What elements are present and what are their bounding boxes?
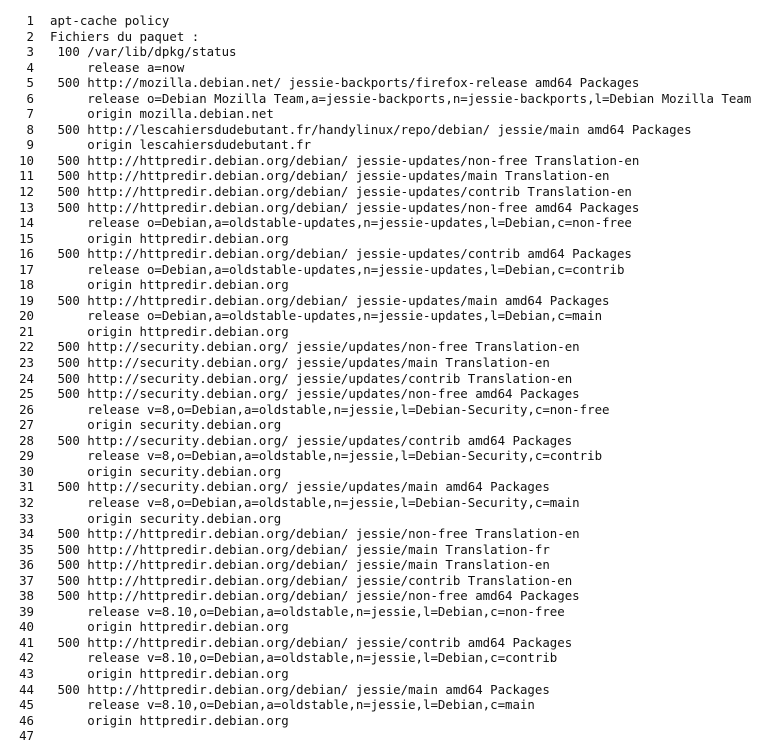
line-number: 4 xyxy=(26,59,34,75)
line-number: 38 xyxy=(19,588,34,604)
code-line[interactable] xyxy=(0,231,659,247)
line-text[interactable]: release o=Debian,a=oldstable-updates,n=jessie-updates,l=Debian,c=non-free xyxy=(50,215,632,231)
line-text[interactable]: 500 http://security.debian.org/ jessie/updates/contrib Translation-en xyxy=(50,370,573,386)
line-text[interactable]: release v=8,o=Debian,a=oldstable,n=jessie,l=Debian-Security,c=non-free xyxy=(50,401,610,417)
line-number: 25 xyxy=(19,386,34,402)
code-line[interactable] xyxy=(0,308,659,324)
line-number: 40 xyxy=(19,619,34,635)
line-text[interactable]: origin httpredir.debian.org xyxy=(50,323,289,339)
line-number: 14 xyxy=(19,215,34,231)
line-number: 33 xyxy=(19,510,34,526)
code-line[interactable] xyxy=(0,106,659,122)
line-text[interactable]: release o=Debian Mozilla Team,a=jessie-backports,n=jessie-backports,l=Debian Mozilla Team xyxy=(50,90,752,106)
code-view[interactable] xyxy=(0,13,752,744)
line-text[interactable]: 500 http://httpredir.debian.org/debian/ jessie-updates/main Translation-en xyxy=(50,168,610,184)
line-number: 45 xyxy=(19,697,34,713)
line-text[interactable]: origin httpredir.debian.org xyxy=(50,277,289,293)
code-line[interactable] xyxy=(0,277,659,293)
line-number: 44 xyxy=(19,681,34,697)
line-number: 37 xyxy=(19,572,34,588)
code-line[interactable] xyxy=(0,29,659,45)
code-line[interactable] xyxy=(0,417,659,433)
code-line[interactable] xyxy=(0,355,659,371)
code-line[interactable] xyxy=(0,200,659,216)
line-number: 3 xyxy=(26,44,34,60)
code-line[interactable] xyxy=(0,13,659,29)
code-line[interactable] xyxy=(0,60,659,76)
line-text[interactable]: 500 http://httpredir.debian.org/debian/ jessie-updates/non-free Translation-en xyxy=(50,152,640,168)
code-line[interactable] xyxy=(0,697,659,713)
line-text[interactable]: 500 http://security.debian.org/ jessie/updates/main Translation-en xyxy=(50,355,550,371)
line-number: 7 xyxy=(26,106,34,122)
code-line[interactable] xyxy=(0,371,659,387)
code-line[interactable] xyxy=(0,153,659,169)
line-text[interactable]: 500 http://security.debian.org/ jessie/updates/contrib amd64 Packages xyxy=(50,432,573,448)
line-text[interactable] xyxy=(34,728,659,744)
code-line[interactable] xyxy=(0,682,659,698)
line-number: 34 xyxy=(19,526,34,542)
line-number: 32 xyxy=(19,494,34,510)
code-line[interactable] xyxy=(0,184,659,200)
line-number: 42 xyxy=(19,650,34,666)
line-number: 35 xyxy=(19,541,34,557)
line-text[interactable]: 500 http://httpredir.debian.org/debian/ jessie-updates/non-free amd64 Packages xyxy=(50,199,640,215)
code-line[interactable] xyxy=(0,557,659,573)
line-text[interactable]: 500 http://lescahiersdudebutant.fr/handylinux/repo/debian/ jessie/main amd64 Packages xyxy=(50,121,692,137)
line-number: 22 xyxy=(19,339,34,355)
line-number: 15 xyxy=(19,230,34,246)
line-number: 16 xyxy=(19,246,34,262)
line-number: 46 xyxy=(19,712,34,728)
code-line[interactable] xyxy=(0,666,659,682)
code-line[interactable] xyxy=(0,448,659,464)
line-number: 47 xyxy=(19,728,34,744)
line-number: 27 xyxy=(19,417,34,433)
line-number: 28 xyxy=(19,432,34,448)
line-text[interactable]: origin httpredir.debian.org xyxy=(50,665,289,681)
line-number: 19 xyxy=(19,292,34,308)
code-line[interactable] xyxy=(0,246,659,262)
line-number: 24 xyxy=(19,370,34,386)
line-text[interactable]: release v=8,o=Debian,a=oldstable,n=jessie,l=Debian-Security,c=main xyxy=(50,494,580,510)
code-line[interactable] xyxy=(0,386,659,402)
code-line[interactable] xyxy=(0,324,659,340)
line-number: 30 xyxy=(19,463,34,479)
line-number: 26 xyxy=(19,401,34,417)
code-line[interactable] xyxy=(0,121,692,138)
line-text[interactable]: 500 http://httpredir.debian.org/debian/ jessie-updates/contrib amd64 Packages xyxy=(50,246,632,262)
code-line[interactable] xyxy=(0,75,659,91)
line-number: 5 xyxy=(26,75,34,91)
code-line[interactable] xyxy=(0,44,659,60)
code-line[interactable] xyxy=(0,168,659,184)
code-line[interactable] xyxy=(0,650,659,666)
code-line[interactable] xyxy=(0,90,752,107)
code-line[interactable] xyxy=(0,262,659,278)
line-text[interactable]: release a=now xyxy=(50,59,185,75)
line-text[interactable]: apt-cache policy xyxy=(50,13,170,28)
line-number: 29 xyxy=(19,448,34,464)
line-text[interactable]: 500 http://security.debian.org/ jessie/updates/main amd64 Packages xyxy=(50,479,550,495)
code-line[interactable] xyxy=(0,511,659,527)
line-number: 41 xyxy=(19,634,34,650)
line-number: 17 xyxy=(19,261,34,277)
line-number: 1 xyxy=(26,13,34,28)
code-line[interactable] xyxy=(0,573,659,589)
code-line[interactable] xyxy=(0,635,659,651)
line-number: 20 xyxy=(19,308,34,324)
line-text[interactable]: release v=8.10,o=Debian,a=oldstable,n=jessie,l=Debian,c=main xyxy=(50,697,535,713)
code-line[interactable] xyxy=(0,433,659,449)
code-line[interactable] xyxy=(0,604,659,620)
line-text[interactable]: 500 http://httpredir.debian.org/debian/ jessie/contrib amd64 Packages xyxy=(50,634,573,650)
code-line[interactable] xyxy=(0,713,659,729)
code-line[interactable] xyxy=(0,588,659,604)
line-number: 31 xyxy=(19,479,34,495)
line-text[interactable]: release v=8,o=Debian,a=oldstable,n=jessie,l=Debian-Security,c=contrib xyxy=(50,448,603,464)
line-number: 10 xyxy=(19,152,34,168)
code-line[interactable] xyxy=(0,728,659,744)
line-text[interactable]: 500 http://httpredir.debian.org/debian/ jessie/non-free Translation-en xyxy=(50,526,580,542)
line-text[interactable]: release o=Debian,a=oldstable-updates,n=jessie-updates,l=Debian,c=main xyxy=(50,308,603,324)
line-text[interactable]: origin lescahiersdudebutant.fr xyxy=(50,137,312,153)
line-text[interactable]: 500 http://httpredir.debian.org/debian/ jessie-updates/main amd64 Packages xyxy=(50,292,610,308)
line-text[interactable]: origin httpredir.debian.org xyxy=(50,712,289,728)
line-number: 9 xyxy=(26,137,34,153)
line-number: 39 xyxy=(19,603,34,619)
code-line[interactable] xyxy=(0,479,659,495)
line-number: 12 xyxy=(19,184,34,200)
line-text[interactable]: 500 http://httpredir.debian.org/debian/ jessie/main Translation-fr xyxy=(50,541,550,557)
line-number: 6 xyxy=(26,90,34,106)
code-line[interactable] xyxy=(0,495,659,511)
line-text[interactable]: release v=8.10,o=Debian,a=oldstable,n=jessie,l=Debian,c=non-free xyxy=(50,603,565,619)
line-text[interactable]: 500 http://httpredir.debian.org/debian/ jessie-updates/contrib Translation-en xyxy=(50,184,632,200)
line-text[interactable]: Fichiers du paquet : xyxy=(50,28,200,44)
line-number: 21 xyxy=(19,323,34,339)
code-line[interactable] xyxy=(0,137,659,153)
line-text[interactable]: origin mozilla.debian.net xyxy=(50,106,274,122)
line-text[interactable]: release o=Debian,a=oldstable-updates,n=jessie-updates,l=Debian,c=contrib xyxy=(50,261,625,277)
line-text[interactable]: origin security.debian.org xyxy=(50,510,282,526)
line-number: 18 xyxy=(19,277,34,293)
line-text[interactable]: 500 http://httpredir.debian.org/debian/ jessie/main amd64 Packages xyxy=(50,681,550,697)
line-text[interactable]: 500 http://httpredir.debian.org/debian/ jessie/non-free amd64 Packages xyxy=(50,588,580,604)
line-text[interactable]: 500 http://httpredir.debian.org/debian/ jessie/main Translation-en xyxy=(50,557,550,573)
line-text[interactable]: 100 /var/lib/dpkg/status xyxy=(50,44,237,60)
line-text[interactable]: 500 http://security.debian.org/ jessie/updates/non-free Translation-en xyxy=(50,339,580,355)
code-line[interactable] xyxy=(0,402,659,418)
line-number: 13 xyxy=(19,199,34,215)
code-line[interactable] xyxy=(0,526,659,542)
line-number: 8 xyxy=(26,121,34,137)
line-text[interactable]: origin httpredir.debian.org xyxy=(50,230,289,246)
code-line[interactable] xyxy=(0,464,659,480)
line-text[interactable]: 500 http://mozilla.debian.net/ jessie-backports/firefox-release amd64 Packages xyxy=(50,75,640,91)
line-text[interactable]: 500 http://httpredir.debian.org/debian/ jessie/contrib Translation-en xyxy=(50,572,573,588)
code-line[interactable] xyxy=(0,339,659,355)
code-line[interactable] xyxy=(0,293,659,309)
line-number: 43 xyxy=(19,665,34,681)
code-line[interactable] xyxy=(0,542,659,558)
code-line[interactable] xyxy=(0,619,659,635)
line-text[interactable]: origin security.debian.org xyxy=(50,417,282,433)
line-text[interactable]: origin httpredir.debian.org xyxy=(50,619,289,635)
line-number: 23 xyxy=(19,355,34,371)
line-text[interactable]: 500 http://security.debian.org/ jessie/updates/non-free amd64 Packages xyxy=(50,386,580,402)
line-text[interactable]: release v=8.10,o=Debian,a=oldstable,n=jessie,l=Debian,c=contrib xyxy=(50,650,558,666)
code-line[interactable] xyxy=(0,215,659,231)
line-text[interactable]: origin security.debian.org xyxy=(50,463,282,479)
line-number: 36 xyxy=(19,557,34,573)
line-number: 11 xyxy=(19,168,34,184)
line-number: 2 xyxy=(26,28,34,44)
